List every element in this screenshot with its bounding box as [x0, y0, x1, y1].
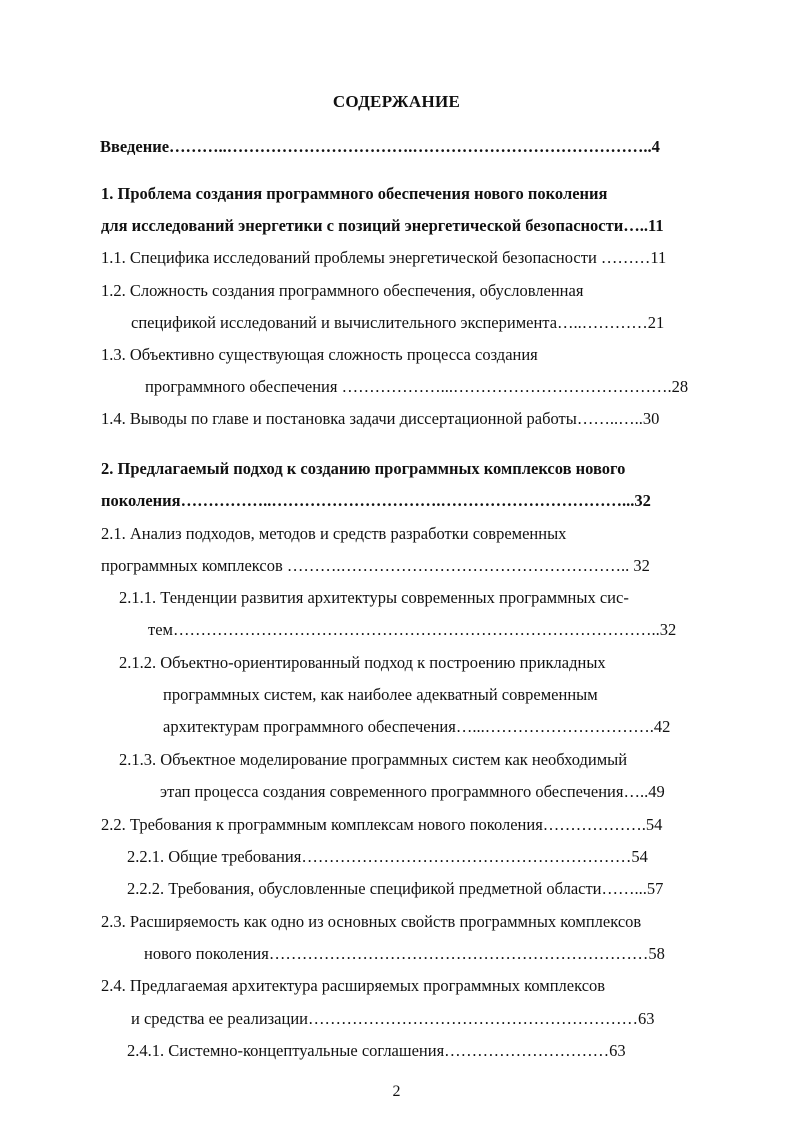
toc-entry-2-1-3: 2.1.3. Объектное моделирование программных систем как необходимый — [119, 750, 628, 769]
toc-entry-2-2: 2.2. Требования к программным комплексам нового поколения……………….54 — [101, 815, 663, 834]
toc-entry-1-2: 1.2. Сложность создания программного обеспечения, обусловленная — [101, 281, 584, 300]
toc-chapter-2-title: 2. Предлагаемый подход к созданию программных комплексов нового — [101, 459, 626, 478]
toc-chapter-1-title: 1. Проблема создания программного обеспечения нового поколения — [101, 184, 608, 203]
toc-entry-2-2-2: 2.2.2. Требования, обусловленные спецификой предметной области……...57 — [127, 879, 664, 898]
toc-chapter-2-title-cont: поколения……………..………………………….……………………………...32 — [101, 491, 651, 510]
toc-entry-2-1-1-cont: тем……………………………………………………………………………..32 — [148, 620, 677, 639]
toc-entry-2-1-2-cont1: программных систем, как наиболее адекватный современным — [163, 685, 598, 704]
page-title: СОДЕРЖАНИЕ — [332, 92, 461, 111]
toc-entry-1-3: 1.3. Объективно существующая сложность процесса создания — [101, 345, 538, 364]
toc-entry-2-4-cont: и средства ее реализации……………………………………………………63 — [131, 1009, 655, 1028]
toc-entry-2-1-2: 2.1.2. Объектно-ориентированный подход к построению прикладных — [119, 653, 606, 672]
toc-entry-1-3-cont: программного обеспечения ………………...………………………………….28 — [145, 377, 689, 396]
toc-entry-2-3-cont: нового поколения……………………………………………………………58 — [144, 944, 665, 963]
toc-entry-1-1: 1.1. Специфика исследований проблемы энергетической безопасности ………11 — [101, 248, 667, 267]
toc-entry-2-2-1: 2.2.1. Общие требования……………………………………………………54 — [127, 847, 648, 866]
toc-entry-1-2-cont: спецификой исследований и вычислительного эксперимента…..…………21 — [131, 313, 665, 332]
toc-entry-introduction: Введение………..…………………………….……………………………………..4 — [100, 137, 660, 156]
toc-entry-2-1-cont: программных комплексов ……….…………………………………………….. 32 — [101, 556, 650, 575]
toc-entry-2-4: 2.4. Предлагаемая архитектура расширяемых программных комплексов — [101, 976, 606, 995]
toc-entry-2-1: 2.1. Анализ подходов, методов и средств разработки современных — [101, 524, 567, 543]
toc-entry-2-1-2-cont2: архитектурам программного обеспечения…...………………………….42 — [163, 717, 671, 736]
page-number: 2 — [392, 1083, 401, 1100]
toc-entry-2-3: 2.3. Расширяемость как одно из основных свойств программных комплексов — [101, 912, 642, 931]
toc-entry-2-1-3-cont: этап процесса создания современного программного обеспечения…..49 — [160, 782, 665, 801]
toc-entry-1-4: 1.4. Выводы по главе и постановка задачи диссертационной работы……..…..30 — [101, 409, 660, 428]
toc-entry-2-1-1: 2.1.1. Тенденции развития архитектуры современных программных сис- — [119, 588, 629, 607]
toc-chapter-1-title-cont: для исследований энергетики с позиций энергетической безопасности…..11 — [101, 216, 664, 235]
toc-entry-2-4-1: 2.4.1. Системно-концептуальные соглашения…………………………63 — [127, 1041, 626, 1060]
